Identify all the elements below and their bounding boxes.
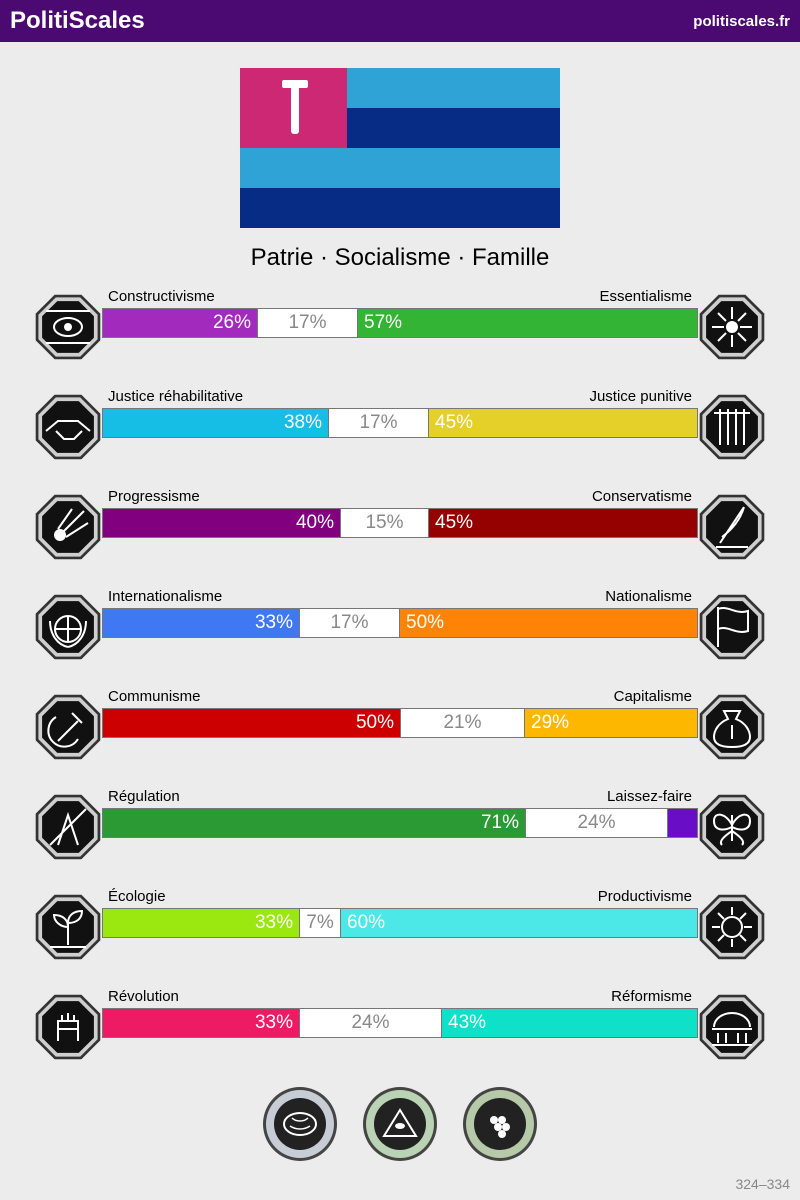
axis-left-segment: 71%	[102, 808, 525, 838]
flag	[240, 68, 560, 228]
app-title: PolitiScales	[10, 7, 145, 34]
axis-neutral-segment: 17%	[328, 408, 429, 438]
axis-left-segment: 33%	[102, 908, 299, 938]
eye-pyramid-seal-icon	[362, 1086, 438, 1162]
axis-left-segment: 50%	[102, 708, 400, 738]
brain-seal-icon	[262, 1086, 338, 1162]
axis-left-label: Constructivisme	[108, 288, 215, 305]
axis-right-segment: 50%	[400, 608, 698, 638]
sprout-icon	[32, 891, 104, 963]
site-url[interactable]: politiscales.fr	[693, 13, 790, 30]
axis-right-label: Essentialisme	[599, 288, 692, 305]
axis-right-label: Conservatisme	[591, 488, 692, 505]
axis-right-label: Réformisme	[611, 988, 692, 1005]
axis-left-segment: 33%	[102, 608, 299, 638]
header-bar	[0, 0, 800, 42]
axis-neutral-segment: 17%	[257, 308, 358, 338]
grapes-seal-icon	[462, 1086, 538, 1162]
comet-icon	[32, 491, 104, 563]
axis-right-segment: 57%	[358, 308, 698, 338]
axis-left-label: Communisme	[108, 688, 201, 705]
axis-neutral-segment: 21%	[400, 708, 525, 738]
axis-left-segment: 38%	[102, 408, 328, 438]
axis-bar	[102, 508, 698, 538]
axis-bar	[102, 908, 698, 938]
money-bag-icon	[696, 691, 768, 763]
axis-right-segment	[668, 808, 698, 838]
axis-right-segment: 60%	[341, 908, 698, 938]
axis-neutral-segment: 15%	[340, 508, 429, 538]
slogan: Patrie · Socialisme · Famille	[250, 244, 550, 271]
axis-right-label: Justice punitive	[589, 388, 692, 405]
axis-left-label: Progressisme	[108, 488, 200, 505]
butterfly-icon	[696, 791, 768, 863]
axis-row	[0, 488, 800, 578]
spiral-eye-icon	[32, 291, 104, 363]
axis-right-segment: 45%	[429, 408, 698, 438]
axis-left-label: Révolution	[108, 988, 179, 1005]
fist-icon	[32, 991, 104, 1063]
axis-left-label: Justice réhabilitative	[108, 388, 244, 405]
axis-right-label: Nationalisme	[605, 588, 692, 605]
prison-bars-icon	[696, 391, 768, 463]
axis-left-label: Internationalisme	[108, 588, 223, 605]
gear-icon	[696, 891, 768, 963]
axis-neutral-segment: 24%	[299, 1008, 442, 1038]
ruler-compass-icon	[32, 791, 104, 863]
axis-right-label: Laissez-faire	[606, 788, 692, 805]
axis-right-segment: 45%	[429, 508, 698, 538]
axis-bar	[102, 308, 698, 338]
flower-icon	[696, 291, 768, 363]
axis-neutral-segment: 17%	[299, 608, 400, 638]
axis-bar	[102, 1008, 698, 1038]
axis-left-segment: 40%	[102, 508, 340, 538]
axis-left-segment: 26%	[102, 308, 257, 338]
quill-icon	[696, 491, 768, 563]
axis-bar	[102, 808, 698, 838]
axis-right-segment: 29%	[525, 708, 698, 738]
axis-right-label: Productivisme	[597, 888, 692, 905]
axis-bar	[102, 408, 698, 438]
globe-laurel-icon	[32, 591, 104, 663]
axis-row	[0, 288, 800, 378]
axis-left-segment: 33%	[102, 1008, 299, 1038]
axis-row	[0, 788, 800, 878]
axis-row	[0, 588, 800, 678]
axis-bar	[102, 608, 698, 638]
hammer-sickle-icon	[32, 691, 104, 763]
parliament-icon	[696, 991, 768, 1063]
axis-left-label: Régulation	[108, 788, 180, 805]
axis-right-label: Capitalisme	[613, 688, 692, 705]
axis-left-label: Écologie	[108, 888, 166, 905]
axis-row	[0, 388, 800, 478]
axis-right-segment: 43%	[442, 1008, 698, 1038]
axis-bar	[102, 708, 698, 738]
axis-row	[0, 988, 800, 1078]
axis-neutral-segment: 7%	[299, 908, 341, 938]
axis-row	[0, 888, 800, 978]
handshake-icon	[32, 391, 104, 463]
footer-range: 324–334	[735, 1176, 790, 1192]
badges-row	[0, 1086, 800, 1166]
waving-flag-icon	[696, 591, 768, 663]
axis-neutral-segment: 24%	[525, 808, 668, 838]
axis-row	[0, 688, 800, 778]
